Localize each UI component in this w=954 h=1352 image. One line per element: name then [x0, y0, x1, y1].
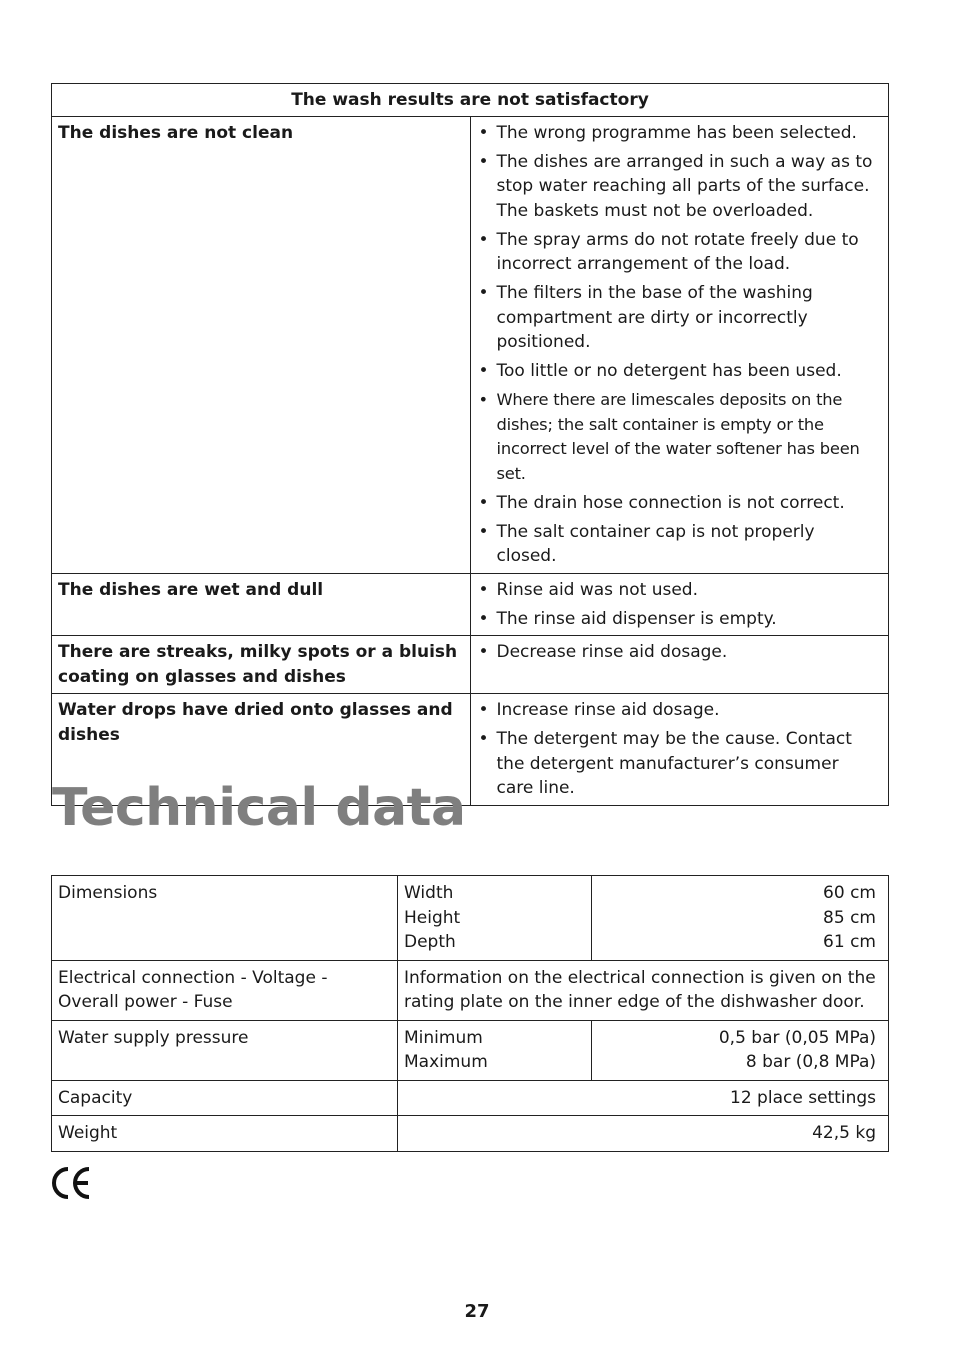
table-row: [52, 1116, 889, 1152]
troubleshooting-table: [51, 83, 889, 806]
table-row: [52, 960, 889, 1020]
pressure-sublabels: [398, 1020, 592, 1080]
condition-cell: There are streaks, milky spots or a bluish coating on glasses and dishes: [52, 636, 471, 694]
list-item: • The dishes are arranged in such a way as to stop water reaching all parts of the surface. The baskets must not be overloaded.: [477, 150, 879, 224]
pressure-values: [592, 1020, 889, 1080]
table-row: [52, 116, 889, 573]
list-item: • The drain hose connection is not correct.: [477, 491, 879, 516]
electrical-label: Electrical connection - Voltage - Overall power - Fuse: [52, 960, 398, 1020]
capacity-label: Capacity: [52, 1080, 398, 1116]
list-item: • Decrease rinse aid dosage.: [477, 640, 879, 665]
causes-list: [477, 640, 879, 665]
maximum-label: Maximum: [404, 1052, 488, 1072]
dimensions-sublabels: [398, 876, 592, 961]
weight-value: 42,5 kg: [398, 1116, 889, 1152]
list-item: • The wrong programme has been selected.: [477, 121, 879, 146]
page-number: 27: [464, 1301, 490, 1322]
width-label: Width: [404, 883, 454, 903]
list-item: • The rinse aid dispenser is empty.: [477, 607, 879, 632]
table-row: [52, 636, 889, 694]
list-item: • The spray arms do not rotate freely due to incorrect arrangement of the load.: [477, 228, 879, 277]
width-value: 60 cm: [823, 883, 876, 903]
pressure-label: Water supply pressure: [52, 1020, 398, 1080]
condition-cell: The dishes are not clean: [52, 116, 471, 573]
list-item: • The filters in the base of the washing compartment are dirty or incorrectly positioned.: [477, 281, 879, 355]
causes-cell: [470, 636, 889, 694]
ce-mark-icon: [51, 1166, 93, 1200]
list-item: • The salt container cap is not properly closed.: [477, 520, 879, 569]
table-row: [52, 573, 889, 636]
list-item: • Increase rinse aid dosage.: [477, 698, 879, 723]
table-row: [52, 1080, 889, 1116]
causes-cell: [470, 573, 889, 636]
minimum-label: Minimum: [404, 1027, 483, 1048]
causes-list: [477, 121, 879, 569]
height-label: Height: [404, 907, 461, 928]
minimum-value: 0,5 bar (0,05 MPa): [718, 1027, 876, 1048]
list-item: • Too little or no detergent has been used.: [477, 359, 879, 384]
troubleshooting-header: The wash results are not satisfactory: [52, 84, 889, 117]
list-item: • Where there are limescales deposits on the dishes; the salt container is empty or the incorrect level of the water softener has been set.: [477, 388, 879, 486]
depth-label: Depth: [404, 932, 456, 952]
table-row: [52, 876, 889, 961]
section-title: Technical data: [52, 778, 466, 838]
condition-cell: Water drops have dried onto glasses and dishes: [52, 694, 471, 806]
causes-list: [477, 578, 879, 632]
dimensions-label: Dimensions: [52, 876, 398, 961]
capacity-value: 12 place settings: [398, 1080, 889, 1116]
electrical-info: Information on the electrical connection is given on the rating plate on the inner edge of the dishwasher door.: [398, 960, 889, 1020]
list-item: • The detergent may be the cause. Contact the detergent manufacturer’s consumer care line.: [477, 727, 879, 801]
dimensions-values: [592, 876, 889, 961]
condition-cell: The dishes are wet and dull: [52, 573, 471, 636]
table-row: [52, 1020, 889, 1080]
list-item: • Rinse aid was not used.: [477, 578, 879, 603]
depth-value: 61 cm: [823, 932, 876, 952]
causes-cell: [470, 116, 889, 573]
weight-label: Weight: [52, 1116, 398, 1152]
causes-cell: [470, 694, 889, 806]
maximum-value: 8 bar (0,8 MPa): [745, 1052, 876, 1072]
technical-data-table: [51, 875, 889, 1152]
height-value: 85 cm: [823, 907, 876, 928]
causes-list: [477, 698, 879, 801]
